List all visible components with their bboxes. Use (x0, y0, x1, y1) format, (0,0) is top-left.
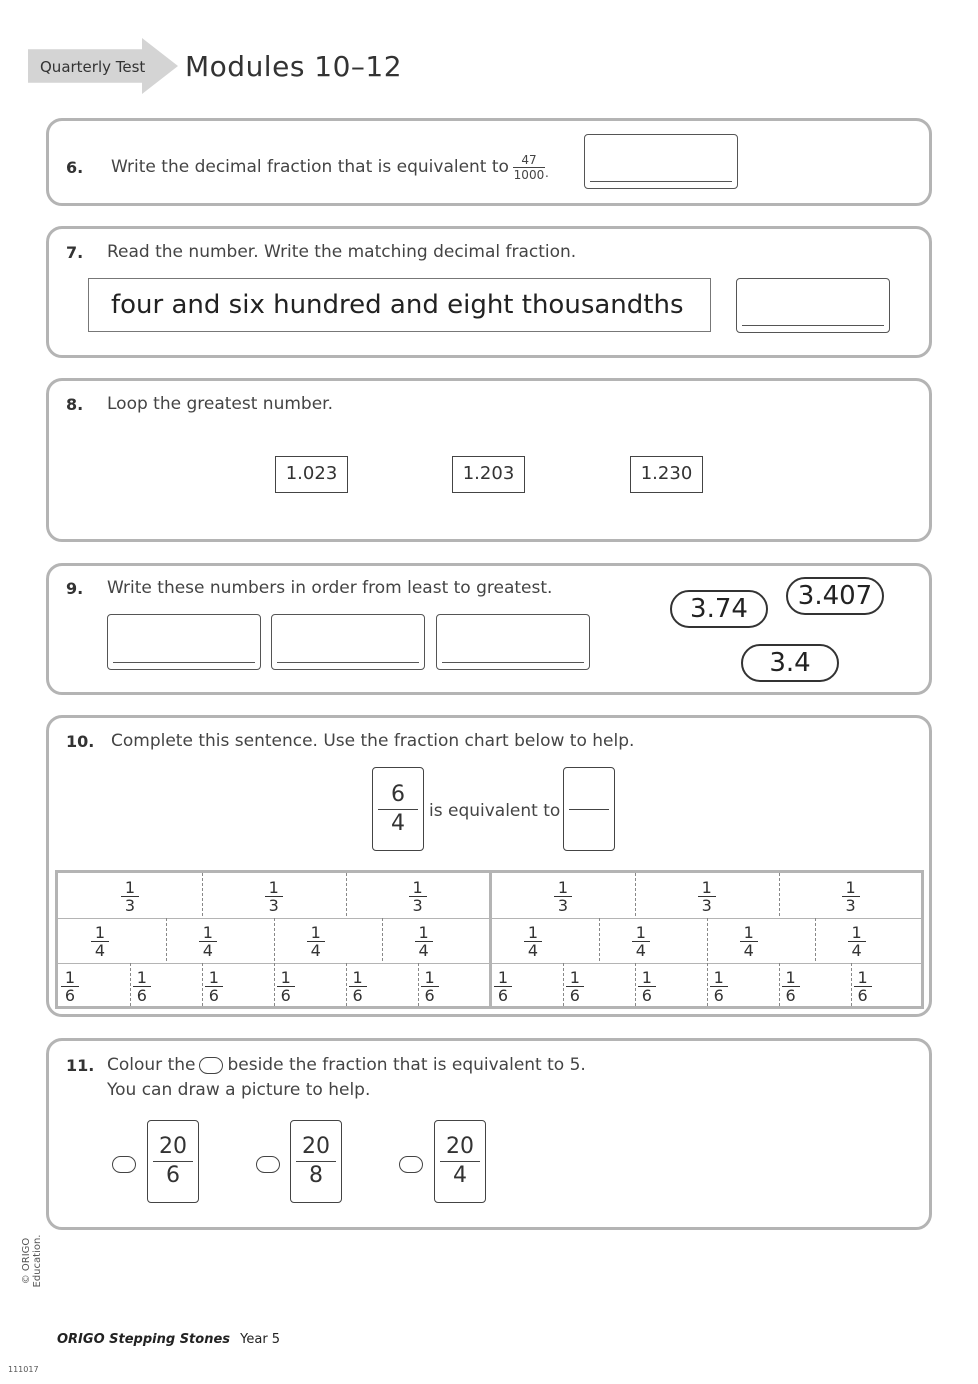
chart-cell-numerator: 1 (412, 878, 423, 897)
question-8-option-3[interactable]: 1.230 (630, 456, 703, 493)
chart-cell-numerator: 1 (497, 968, 509, 987)
chart-cell-thirds (695, 879, 719, 914)
question-7-words-box (88, 278, 711, 332)
question-11-line-1 (107, 1055, 586, 1075)
chart-cell-divider (202, 873, 203, 916)
chart-cell-sixths (202, 969, 226, 1004)
question-11-option-1-oval[interactable] (112, 1156, 136, 1173)
oval-icon (199, 1057, 223, 1074)
chart-cell-thirds (551, 879, 575, 914)
chart-cell-denominator: 6 (208, 986, 219, 1005)
question-10-text: Complete this sentence. Use the fraction chart below to help. (111, 731, 635, 751)
chart-cell-quarters (845, 924, 869, 959)
chart-cell-sixths (274, 969, 298, 1004)
question-6-answer-box[interactable] (584, 134, 738, 189)
chart-cell-numerator: 1 (280, 968, 291, 987)
chart-cell-numerator: 1 (569, 968, 580, 987)
footer-year: Year 5 (240, 1332, 281, 1347)
chart-cell-numerator: 1 (94, 923, 106, 942)
question-10-given-denominator: 4 (391, 810, 405, 836)
question-11-number: 11. (66, 1056, 95, 1075)
question-11-option-2-oval[interactable] (256, 1156, 280, 1173)
chart-cell-sixths (418, 969, 442, 1004)
question-7-number: 7. (66, 243, 84, 262)
question-8-option-1[interactable]: 1.023 (275, 456, 348, 493)
chart-cell-quarters (737, 924, 761, 959)
question-11-option-3-oval[interactable] (399, 1156, 423, 1173)
chart-cell-numerator: 1 (857, 968, 868, 987)
chart-cell-denominator: 3 (701, 896, 712, 915)
question-10-given-fraction (372, 767, 424, 851)
page-title: Modules 10–12 (185, 50, 403, 83)
chart-cell-divider (274, 918, 275, 961)
chart-cell-denominator: 6 (497, 986, 509, 1005)
chart-cell-numerator: 1 (785, 968, 796, 987)
chart-cell-numerator: 1 (418, 923, 429, 942)
question-9-answer-box-2[interactable] (271, 614, 425, 670)
question-8-text: Loop the greatest number. (107, 394, 333, 414)
chart-cell-sixths (635, 969, 659, 1004)
chart-cell-sixths (491, 969, 515, 1004)
footer-brand (57, 1332, 280, 1347)
chart-cell-numerator: 1 (743, 923, 754, 942)
chart-cell-quarters (304, 924, 328, 959)
chart-cell-sixths (563, 969, 587, 1004)
question-7-text: Read the number. Write the matching decimal fraction. (107, 242, 577, 262)
chart-cell-divider (815, 918, 816, 961)
question-11-text-after: beside the fraction that is equivalent to 5. (227, 1055, 586, 1075)
question-7-words: four and six hundred and eight thousandths (111, 290, 684, 320)
question-9-number-3: 3.4 (741, 644, 839, 682)
chart-cell-divider (707, 918, 708, 961)
chart-cell-divider (346, 873, 347, 916)
question-9-number-1: 3.74 (670, 590, 768, 628)
fraction-chart (55, 870, 924, 1009)
chart-cell-quarters (521, 924, 545, 959)
chart-cell-numerator: 1 (352, 968, 363, 987)
chart-cell-divider (635, 873, 636, 916)
question-10-middle-text: is equivalent to (429, 801, 561, 821)
header-tag: Quarterly Test (40, 58, 146, 76)
question-9-text: Write these numbers in order from least to greatest. (107, 578, 553, 598)
chart-cell-sixths (130, 969, 154, 1004)
fraction-bar (296, 1161, 336, 1162)
question-6-fraction (513, 153, 545, 182)
question-7-answer-box[interactable] (736, 278, 890, 333)
chart-cell-numerator: 1 (136, 968, 147, 987)
question-11-line-2: You can draw a picture to help. (107, 1080, 371, 1100)
question-11-option-1 (147, 1120, 199, 1203)
chart-cell-quarters (412, 924, 436, 959)
question-9-answer-box-3[interactable] (436, 614, 590, 670)
chart-cell-denominator: 4 (635, 941, 646, 960)
question-6-number: 6. (66, 158, 84, 177)
question-10-number: 10. (66, 732, 95, 751)
chart-cell-sixths (707, 969, 731, 1004)
chart-cell-denominator: 6 (713, 986, 724, 1005)
chart-cell-numerator: 1 (713, 968, 724, 987)
chart-cell-denominator: 6 (857, 986, 868, 1005)
option-1-denominator: 6 (166, 1163, 180, 1188)
option-2-denominator: 8 (309, 1163, 323, 1188)
question-6-suffix: . (544, 166, 549, 180)
chart-cell-denominator: 4 (202, 941, 213, 960)
chart-cell-quarters (629, 924, 653, 959)
chart-cell-denominator: 3 (845, 896, 856, 915)
chart-cell-numerator: 1 (845, 878, 856, 897)
copyright: © ORIGO Education. (21, 1234, 43, 1288)
chart-cell-denominator: 3 (557, 896, 568, 915)
option-3-denominator: 4 (453, 1163, 467, 1188)
footer-code: 111017 (8, 1365, 39, 1374)
chart-cell-numerator: 1 (851, 923, 862, 942)
question-9-answer-box-1[interactable] (107, 614, 261, 670)
chart-cell-denominator: 6 (136, 986, 147, 1005)
chart-cell-sixths (58, 969, 82, 1004)
chart-cell-denominator: 6 (424, 986, 435, 1005)
question-11-text-before: Colour the (107, 1055, 196, 1075)
chart-cell-quarters (196, 924, 220, 959)
chart-cell-numerator: 1 (635, 923, 646, 942)
footer-brand-name: ORIGO Stepping Stones (57, 1332, 231, 1347)
chart-cell-thirds (118, 879, 142, 914)
chart-cell-denominator: 6 (569, 986, 580, 1005)
option-1-numerator: 20 (159, 1134, 187, 1159)
chart-cell-sixths (346, 969, 370, 1004)
chart-cell-sixths (779, 969, 803, 1004)
chart-cell-numerator: 1 (701, 878, 712, 897)
question-9-number: 9. (66, 579, 84, 598)
question-6-denominator: 1000 (513, 167, 545, 182)
option-3-numerator: 20 (446, 1134, 474, 1159)
chart-cell-denominator: 3 (124, 896, 135, 915)
chart-cell-denominator: 6 (641, 986, 652, 1005)
question-9-number-2: 3.407 (786, 577, 884, 615)
question-6-prompt: Write the decimal fraction that is equivalent to (111, 157, 509, 177)
chart-cell-divider (779, 873, 780, 916)
chart-cell-denominator: 3 (268, 896, 279, 915)
fraction-bar (378, 809, 418, 810)
chart-cell-numerator: 1 (202, 923, 213, 942)
fraction-bar (569, 809, 609, 810)
question-6-numerator: 47 (521, 152, 537, 167)
chart-cell-divider (166, 918, 167, 961)
question-6-text (111, 150, 549, 184)
chart-cell-numerator: 1 (268, 878, 279, 897)
chart-cell-denominator: 6 (785, 986, 796, 1005)
chart-cell-denominator: 6 (352, 986, 363, 1005)
chart-cell-divider (599, 918, 600, 961)
chart-cell-denominator: 6 (280, 986, 291, 1005)
question-11-option-3 (434, 1120, 486, 1203)
chart-cell-denominator: 4 (743, 941, 754, 960)
question-11-option-2 (290, 1120, 342, 1203)
chart-cell-numerator: 1 (124, 878, 135, 897)
question-10-answer-fraction[interactable] (563, 767, 615, 851)
chart-cell-denominator: 6 (64, 986, 76, 1005)
chart-cell-denominator: 4 (527, 941, 539, 960)
chart-cell-divider (382, 918, 383, 961)
chart-cell-denominator: 4 (94, 941, 106, 960)
chart-cell-denominator: 3 (412, 896, 423, 915)
chart-cell-denominator: 4 (418, 941, 429, 960)
chart-cell-numerator: 1 (310, 923, 321, 942)
chart-cell-thirds (839, 879, 863, 914)
option-2-numerator: 20 (302, 1134, 330, 1159)
question-10-given-numerator: 6 (391, 781, 405, 807)
chart-cell-thirds (406, 879, 430, 914)
fraction-bar (153, 1161, 193, 1162)
chart-cell-numerator: 1 (527, 923, 539, 942)
chart-cell-numerator: 1 (424, 968, 435, 987)
chart-cell-numerator: 1 (208, 968, 219, 987)
chart-cell-quarters (88, 924, 112, 959)
chart-cell-numerator: 1 (64, 968, 76, 987)
question-8-option-2[interactable]: 1.203 (452, 456, 525, 493)
fraction-bar (440, 1161, 480, 1162)
chart-cell-denominator: 4 (310, 941, 321, 960)
chart-cell-numerator: 1 (557, 878, 568, 897)
chart-cell-sixths (851, 969, 875, 1004)
chart-cell-thirds (262, 879, 286, 914)
question-8-number: 8. (66, 395, 84, 414)
chart-cell-numerator: 1 (641, 968, 652, 987)
chart-cell-denominator: 4 (851, 941, 862, 960)
